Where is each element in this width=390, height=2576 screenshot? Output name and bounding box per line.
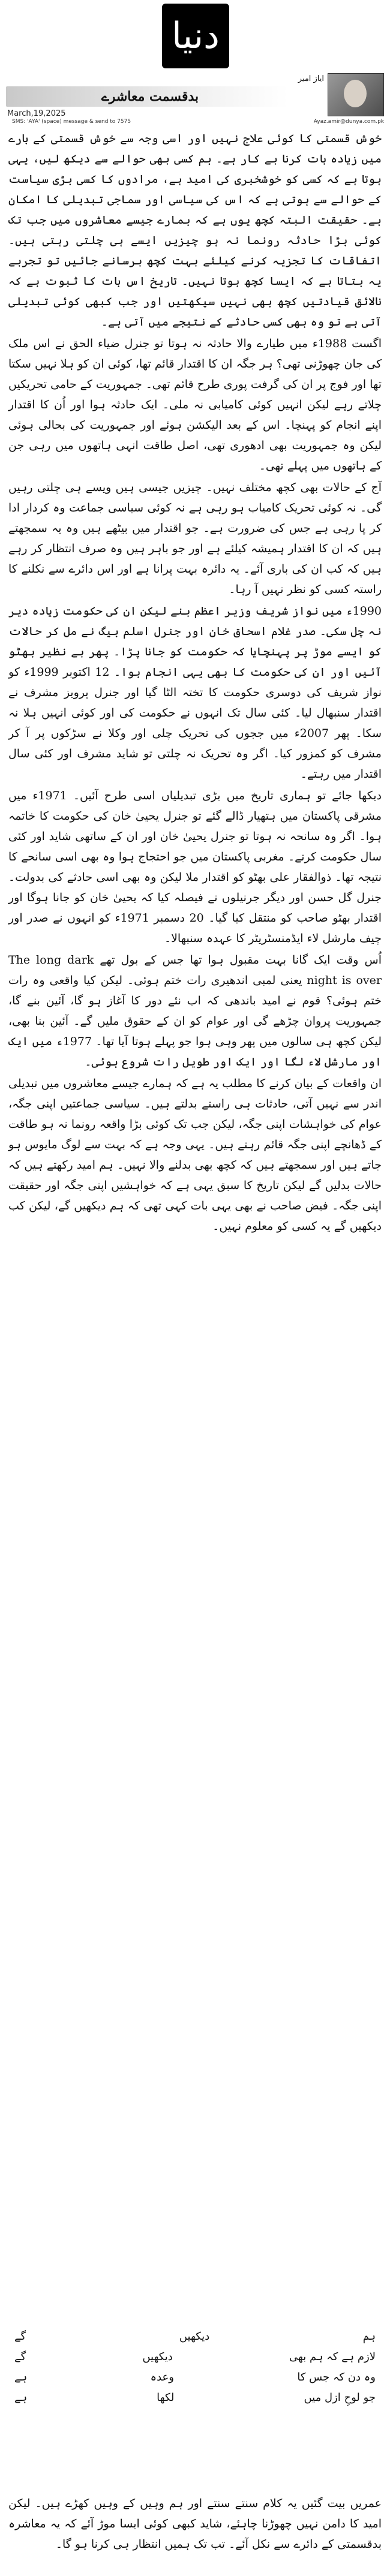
poem-line bbox=[8, 2327, 382, 2347]
paragraph: اُس وقت ایک گانا بہت مقبول ہوا تھا جس کے بول تھے The long dark night is over یعنی لمبی اندھیری رات ختم ہوئی۔ لیکن کیا واقعی وہ رات ختم ہوئی؟ قوم نے امید باندھی کہ اب نئے دور کا آغاز ہو گا، آئین بنے گا، جمہوریت پروان چڑھے گی اور عوام کو ان کے حقوق ملیں گے۔ آئین بنا بھی، لیکن کچھ ہی سالوں میں پھر وہی ہوا جو پہلے ہوتا آیا تھا۔ 1977ء میں ایک اور مارشل لاء لگا اور ایک اور طویل رات شروع ہوئی۔ bbox=[8, 953, 382, 1069]
paragraph: ان واقعات کے بیان کرنے کا مطلب یہ ہے کہ ہمارے جیسے معاشروں میں تبدیلی اندر سے نہیں آتی، حادثات ہی راستے بدلتے ہیں۔ سیاسی جماعتیں اپنی جگہ، عوام کی خواہشات اپنی جگہ، لیکن جب تک کوئی بڑا واقعہ رونما نہ ہو طاقت کے ڈھانچے اپنی جگہ قائم رہتے ہیں۔ یہی وجہ ہے کہ بہت سے لوگ مایوس ہو جاتے ہیں اور سمجھتے ہیں کہ کچھ بھی بدلنے والا نہیں۔ ہم امید رکھتے ہیں کہ حالات بدلیں گے لیکن تاریخ کا سبق یہی ہے کہ خواہشیں اپنی جگہ اور حقیقت اپنی جگہ۔ فیض صاحب نے بھی یہی بات کہی تھی کہ ہم دیکھیں گے، لیکن کب دیکھیں گے یہ کسی کو معلوم نہیں۔ bbox=[8, 1077, 382, 1233]
closing-paragraph: عمریں بیت گئیں یہ کلام سنتے سنتے اور ہم وہیں کے وہیں کھڑے ہیں۔ لیکن امید کا دامن نہیں چھوڑنا چاہئے، شاید کبھی کوئی ایسا موڑ آئے کہ یہ معاشرہ بدقسمتی کے دائرے سے نکل آئے۔ تب تک ہمیں انتظار ہی کرنا ہو گا۔ bbox=[8, 2497, 382, 2551]
poem-line bbox=[8, 2388, 382, 2408]
article-body bbox=[8, 128, 382, 1238]
poem-word: دیکھیں bbox=[142, 2351, 173, 2363]
author-face-icon bbox=[344, 80, 367, 107]
column-header bbox=[6, 73, 384, 127]
paragraph: آج کے حالات بھی کچھ مختلف نہیں۔ چیزیں جیسی ہیں ویسے ہی چلتی رہیں گی۔ نہ کوئی تحریک کامیاب ہو رہی ہے نہ کوئی سیاسی جماعت وہ کردار ادا کر پا رہی ہے جس کی ضرورت ہے۔ جو اقتدار میں بیٹھے ہیں وہ یہ سمجھتے ہیں کہ ان کا اقتدار ہمیشہ کیلئے ہے اور جو باہر ہیں وہ صرف انتظار کر رہے ہیں کہ کب ان کی باری آئے۔ یہ دائرہ بہت پرانا ہے اور اس دائرے سے نکلنے کا راستہ کسی کو نظر نہیں آ رہا۔ bbox=[8, 481, 382, 596]
poem-word: گے bbox=[14, 2351, 26, 2363]
masthead bbox=[0, 0, 390, 72]
paragraph: 1990ء میں نواز شریف وزیر اعظم بنے لیکن ان کی حکومت زیادہ دیر نہ چل سکی۔ صدر غلام اسحاق خان اور جنرل اسلم بیگ نے مل کر حالات کو ایسے موڑ پر پہنچایا کہ حکومت کو جانا پڑا۔ پھر بے نظیر بھٹو آئیں اور ان کی حکومت کا بھی یہی انجام ہوا۔ 12 اکتوبر 1999ء کو نواز شریف کی دوسری حکومت کا تختہ الٹا گیا اور جنرل پرویز مشرف نے اقتدار سنبھال لیا۔ کئی سال تک انہوں نے حکومت کی اور کوئی انہیں ہلا نہ سکا۔ پھر 2007ء میں ججوں کی تحریک چلی اور وکلا نے سڑکوں پر آ کر مشرف کو کمزور کیا۔ اگر وہ تحریک نہ چلتی تو شاید مشرف اور کئی سال اقتدار میں رہتے۔ bbox=[8, 604, 382, 781]
poem-word: لکھا bbox=[157, 2391, 175, 2404]
sms-instructions: SMS: 'AYA' (space) message & send to 7575 bbox=[12, 119, 131, 125]
poem-word: وعدہ bbox=[150, 2371, 174, 2384]
column-title: بدقسمت معاشرے bbox=[101, 89, 199, 104]
publish-date: March,19,2025 bbox=[7, 109, 66, 118]
poem-word: وہ دن کہ جس کا bbox=[297, 2371, 376, 2384]
paragraph: خوش قسمتی کا کوئی علاج نہیں اور اسی وجہ سے خوش قسمتی کے بارے میں زیادہ بات کرنا بے کار ہے۔ ہم کسی بھی حوالے سے دیکھ لیں، یہی ہوتا ہے کہ کسی کو خوشخبری کی امید ہے، مرادوں کا کسی بڑی سیاست کے حوالے سے ہوتی ہے کہ اس کی سیاسی اور سماجی تبدیلی کا امکان ہے۔ حقیقت البتہ کچھ یوں ہے کہ ہمارے جیسے معاشروں میں جب تک کوئی بڑا حادثہ رونما نہ ہو چیزیں ایسے ہی چلتی رہتی ہیں۔ اتفاقات کا تجزیہ کرنے کیلئے بہت کچھ برسانے جائیں تو تجربے یہ بتاتا ہے کہ ایسا کچھ ہوتا نہیں۔ تاریخ اس بات کا ثبوت ہے کہ نالائق قیادتیں کچھ بھی نہیں سیکھتیں اور جب کبھی کوئی تبدیلی آتی ہے تو وہ بھی کسی حادثے کے نتیجے میں آتی ہے۔ bbox=[8, 132, 382, 329]
poem bbox=[8, 2327, 382, 2408]
poem-word: گے bbox=[14, 2330, 26, 2343]
author-email: Ayaz.amir@dunya.com.pk bbox=[313, 119, 384, 125]
paragraph: اگست 1988ء میں طیارے والا حادثہ نہ ہوتا تو جنرل ضیاء الحق نے اس ملک کی جان چھوڑنی تھی؟ ہر جگہ ان کا اقتدار قائم تھا، کوئی ان کو ہلا نہیں سکتا تھا اور فوج پر ان کی گرفت پوری طرح قائم تھی۔ جمہوریت کے حامی تحریکیں چلاتے رہے لیکن انہیں کوئی کامیابی نہ ملی۔ ایک حادثہ ہوا اور اُن کا اقتدار اپنے انجام کو پہنچا۔ اس کے بعد الیکشن ہوئے اور جمہوریت کی بحالی ہوئی لیکن وہ جمہوریت بھی ادھوری تھی، اصل طاقت انہی ہاتھوں میں رہی جن کے ہاتھوں میں پہلے تھی۔ bbox=[8, 337, 382, 473]
author-name: ایاز امیر bbox=[298, 74, 324, 83]
poem-word: ہے bbox=[14, 2391, 28, 2404]
paragraph: دیکھا جائے تو ہماری تاریخ میں بڑی تبدیلیاں اسی طرح آئیں۔ 1971ء میں مشرقی پاکستان میں ہتھیار ڈالے گئے تو جنرل یحییٰ خان کی حکومت کا خاتمہ ہوا۔ اگر وہ سانحہ نہ ہوتا تو جنرل یحییٰ خان اور ان کے ساتھی شاید اور کئی سال حکومت کرتے۔ مغربی پاکستان میں جو احتجاج ہوا وہ بھی اسی سانحے کا نتیجہ تھا۔ ذوالفقار علی بھٹو کو اقتدار ملا لیکن وہ بھی اسی حادثے کی بدولت۔ جنرل گل حسن اور دیگر جرنیلوں نے فیصلہ کیا کہ یحییٰ خان کو جانا ہوگا اور اقتدار بھٹو صاحب کو منتقل کیا گیا۔ 20 دسمبر 1971ء کو انہوں نے صدر اور چیف مارشل لاء ایڈمنسٹریٹر کا عہدہ سنبھالا۔ bbox=[8, 789, 382, 945]
poem-word: جو لوحِ ازل میں bbox=[304, 2391, 376, 2404]
poem-word: ہے bbox=[14, 2371, 28, 2384]
author-photo bbox=[328, 73, 384, 116]
poem-line bbox=[8, 2347, 382, 2367]
poem-word: دیکھیں bbox=[179, 2330, 210, 2343]
poem-word: لازم ہے کہ ہم بھی bbox=[289, 2351, 376, 2363]
poem-line bbox=[8, 2367, 382, 2388]
newspaper-logo: دنیا bbox=[162, 4, 229, 68]
poem-word: ہم bbox=[362, 2330, 376, 2343]
